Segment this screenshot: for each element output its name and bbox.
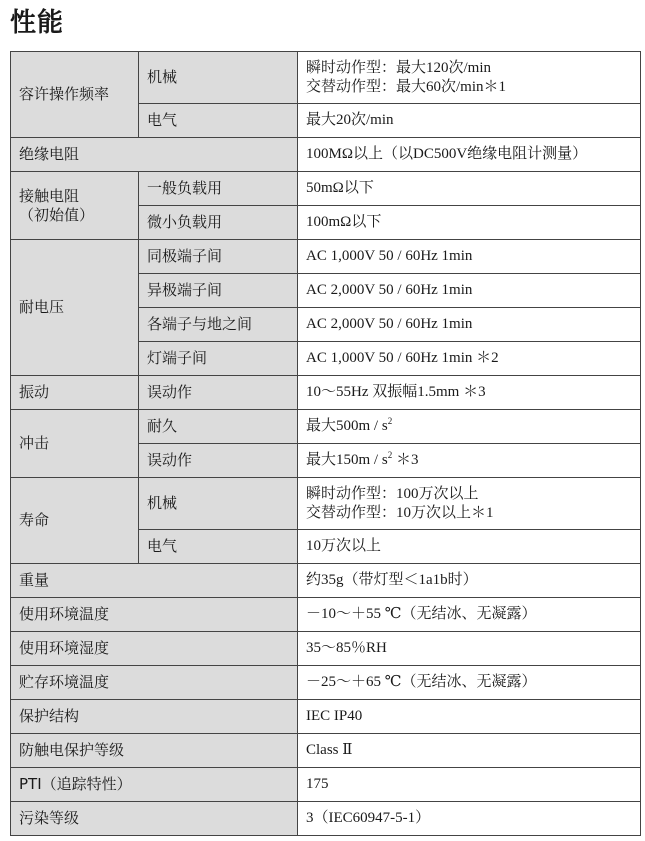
sub-vibration-malfunction: 误动作 [139, 376, 298, 410]
table-row [11, 172, 641, 206]
value-electrical-frequency: 最大20次/min [298, 104, 641, 138]
table-row [11, 138, 641, 172]
category-operating-frequency: 容许操作频率 [11, 52, 139, 138]
table-row [11, 478, 641, 530]
value-line: 瞬时动作型：最大120次/min [306, 59, 492, 76]
table-row [11, 666, 641, 700]
page-title: 性能 [10, 8, 65, 38]
category-withstand-voltage: 耐电压 [11, 240, 139, 376]
category-shock-protection-class: 防触电保护等级 [11, 734, 298, 768]
table-row [11, 240, 641, 274]
value-lamp-terminal: AC 1,000V 50 / 60Hz 1min ＊2 [298, 342, 641, 376]
category-pollution-degree: 污染等级 [11, 802, 298, 836]
value-protection-structure: IEC IP40 [298, 700, 641, 734]
category-contact-resistance [11, 172, 139, 240]
sub-life-mechanical: 机械 [139, 478, 298, 530]
table-row [11, 52, 641, 104]
value-pollution-degree: 3（IEC60947-5-1） [298, 802, 641, 836]
sub-same-pole: 同极端子间 [139, 240, 298, 274]
category-life: 寿命 [11, 478, 139, 564]
value-vibration: 10～55Hz 双振幅1.5mm ＊3 [298, 376, 641, 410]
sub-terminal-ground: 各端子与地之间 [139, 308, 298, 342]
value-insulation-resistance: 100MΩ以上（以DC500V绝缘电阻计测量） [298, 138, 641, 172]
value-line: 瞬时动作型：100万次以上 [306, 485, 479, 502]
value-general-load: 50mΩ以下 [298, 172, 641, 206]
table-row [11, 598, 641, 632]
category-line: （初始值） [19, 205, 95, 224]
value-pti: 175 [298, 768, 641, 802]
value-different-pole: AC 2,000V 50 / 60Hz 1min [298, 274, 641, 308]
sub-shock-malfunction: 误动作 [139, 444, 298, 478]
table-row [11, 410, 641, 444]
value-terminal-ground: AC 2,000V 50 / 60Hz 1min [298, 308, 641, 342]
category-ambient-humidity: 使用环境湿度 [11, 632, 298, 666]
value-storage-temperature: －25～＋65 ℃（无结冰、无凝露） [298, 666, 641, 700]
table-row [11, 376, 641, 410]
sub-shock-durability: 耐久 [139, 410, 298, 444]
value-ambient-temperature: －10～＋55 ℃（无结冰、无凝露） [298, 598, 641, 632]
table-row [11, 734, 641, 768]
performance-spec-table [10, 51, 641, 836]
sub-life-electrical: 电气 [139, 530, 298, 564]
sub-general-load: 一般负载用 [139, 172, 298, 206]
value-same-pole: AC 1,000V 50 / 60Hz 1min [298, 240, 641, 274]
table-row [11, 564, 641, 598]
value-ambient-humidity: 35～85％RH [298, 632, 641, 666]
sub-electrical: 电气 [139, 104, 298, 138]
sub-different-pole: 异极端子间 [139, 274, 298, 308]
value-micro-load: 100mΩ以下 [298, 206, 641, 240]
table-row [11, 632, 641, 666]
category-storage-temperature: 贮存环境温度 [11, 666, 298, 700]
table-row [11, 768, 641, 802]
value-shock-protection-class: Class Ⅱ [298, 734, 641, 768]
sub-lamp-terminal: 灯端子间 [139, 342, 298, 376]
value-shock-durability: 最大$500m / s^2$ [298, 410, 641, 444]
category-line: 接触电阻 [19, 186, 80, 205]
sub-mechanical: 机械 [139, 52, 298, 104]
table-row [11, 802, 641, 836]
value-life-mechanical [298, 478, 641, 530]
value-mechanical-frequency [298, 52, 641, 104]
category-pti: PTI（追踪特性） [11, 768, 298, 802]
value-line: 交替动作型：10万次以上＊1 [306, 504, 494, 521]
value-shock-malfunction: 最大$150m / s^2$ ＊3 [298, 444, 641, 478]
table-row [11, 700, 641, 734]
category-vibration: 振动 [11, 376, 139, 410]
value-weight: 约35g（带灯型＜1a1b时） [298, 564, 641, 598]
category-protection-structure: 保护结构 [11, 700, 298, 734]
category-weight: 重量 [11, 564, 298, 598]
category-shock: 冲击 [11, 410, 139, 478]
value-line: 交替动作型：最大60次/min＊1 [306, 78, 507, 95]
category-ambient-temperature: 使用环境温度 [11, 598, 298, 632]
value-life-electrical: 10万次以上 [298, 530, 641, 564]
sub-micro-load: 微小负载用 [139, 206, 298, 240]
category-insulation-resistance: 绝缘电阻 [11, 138, 298, 172]
